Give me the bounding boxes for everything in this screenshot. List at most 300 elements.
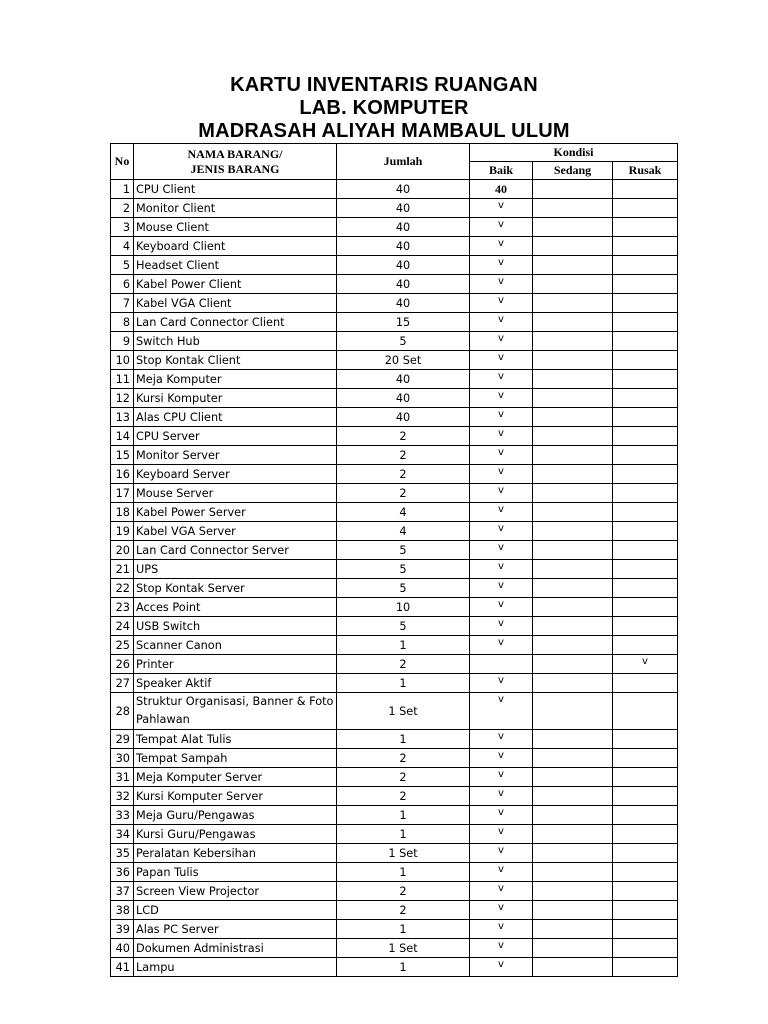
- condition-sedang: [533, 465, 613, 484]
- item-name: UPS: [134, 560, 337, 579]
- condition-rusak: [613, 389, 678, 408]
- item-name: Monitor Server: [134, 446, 337, 465]
- item-name: Lan Card Connector Server: [134, 541, 337, 560]
- item-name: Headset Client: [134, 256, 337, 275]
- condition-sedang: [533, 218, 613, 237]
- table-row: [111, 920, 678, 939]
- item-quantity: 5: [337, 560, 470, 579]
- item-quantity: 2: [337, 749, 470, 768]
- condition-rusak: [613, 560, 678, 579]
- item-quantity: 40: [337, 408, 470, 427]
- row-number: 7: [111, 294, 134, 313]
- row-number: 32: [111, 787, 134, 806]
- item-name: Speaker Aktif: [134, 674, 337, 693]
- condition-baik: v: [470, 332, 533, 351]
- condition-baik: v: [470, 749, 533, 768]
- table-row: [111, 370, 678, 389]
- header-nama-line2: JENIS BARANG: [190, 161, 280, 176]
- item-name: Lan Card Connector Client: [134, 313, 337, 332]
- condition-sedang: [533, 787, 613, 806]
- table-row: [111, 465, 678, 484]
- condition-rusak: [613, 370, 678, 389]
- condition-rusak: [613, 256, 678, 275]
- condition-baik: v: [470, 806, 533, 825]
- table-row: [111, 237, 678, 256]
- condition-rusak: [613, 674, 678, 693]
- condition-sedang: [533, 579, 613, 598]
- condition-baik: v: [470, 560, 533, 579]
- condition-rusak: [613, 522, 678, 541]
- condition-baik: [470, 655, 533, 674]
- condition-baik: v: [470, 920, 533, 939]
- item-quantity: 40: [337, 180, 470, 199]
- condition-rusak: [613, 579, 678, 598]
- condition-sedang: [533, 408, 613, 427]
- item-name: Meja Komputer: [134, 370, 337, 389]
- table-row: [111, 598, 678, 617]
- condition-rusak: [613, 218, 678, 237]
- row-number: 29: [111, 730, 134, 749]
- table-row: [111, 294, 678, 313]
- condition-baik: v: [470, 844, 533, 863]
- table-row: [111, 427, 678, 446]
- condition-sedang: [533, 275, 613, 294]
- item-quantity: 1: [337, 958, 470, 977]
- table-row: [111, 882, 678, 901]
- condition-baik: v: [470, 351, 533, 370]
- item-name: Alas PC Server: [134, 920, 337, 939]
- item-name: Kabel Power Client: [134, 275, 337, 294]
- condition-baik: v: [470, 218, 533, 237]
- condition-sedang: [533, 636, 613, 655]
- condition-sedang: [533, 825, 613, 844]
- row-number: 10: [111, 351, 134, 370]
- condition-baik: v: [470, 503, 533, 522]
- condition-rusak: [613, 484, 678, 503]
- condition-sedang: [533, 446, 613, 465]
- condition-sedang: [533, 427, 613, 446]
- item-quantity: 1: [337, 806, 470, 825]
- table-row: [111, 674, 678, 693]
- row-number: 14: [111, 427, 134, 446]
- condition-sedang: [533, 882, 613, 901]
- condition-baik: v: [470, 256, 533, 275]
- row-number: 24: [111, 617, 134, 636]
- item-name: CPU Server: [134, 427, 337, 446]
- condition-rusak: [613, 958, 678, 977]
- item-name: Kabel Power Server: [134, 503, 337, 522]
- document-title-line3: MADRASAH ALIYAH MAMBAUL ULUM: [198, 120, 570, 142]
- item-name: Papan Tulis: [134, 863, 337, 882]
- item-quantity: 40: [337, 199, 470, 218]
- item-quantity: 5: [337, 617, 470, 636]
- document-title-line1: KARTU INVENTARIS RUANGAN: [230, 74, 538, 96]
- item-name: Kursi Komputer: [134, 389, 337, 408]
- document-title-line2: LAB. KOMPUTER: [299, 97, 469, 119]
- table-row: [111, 218, 678, 237]
- header-sedang: Sedang: [533, 162, 613, 180]
- table-row: [111, 939, 678, 958]
- condition-baik: v: [470, 427, 533, 446]
- condition-rusak: [613, 446, 678, 465]
- table-row: [111, 256, 678, 275]
- condition-baik: 40: [470, 180, 533, 199]
- table-row: [111, 522, 678, 541]
- condition-rusak: [613, 275, 678, 294]
- row-number: 39: [111, 920, 134, 939]
- table-row: [111, 806, 678, 825]
- condition-rusak: [613, 313, 678, 332]
- item-quantity: 1: [337, 636, 470, 655]
- table-row: [111, 275, 678, 294]
- row-number: 22: [111, 579, 134, 598]
- header-baik: Baik: [470, 162, 533, 180]
- item-name: CPU Client: [134, 180, 337, 199]
- item-quantity: 10: [337, 598, 470, 617]
- table-row: [111, 389, 678, 408]
- item-quantity: 40: [337, 218, 470, 237]
- condition-sedang: [533, 958, 613, 977]
- condition-sedang: [533, 503, 613, 522]
- condition-rusak: [613, 427, 678, 446]
- condition-baik: v: [470, 313, 533, 332]
- table-row: [111, 749, 678, 768]
- condition-rusak: [613, 749, 678, 768]
- item-quantity: 2: [337, 768, 470, 787]
- condition-baik: v: [470, 446, 533, 465]
- condition-rusak: [613, 332, 678, 351]
- table-row: [111, 844, 678, 863]
- condition-sedang: [533, 313, 613, 332]
- table-row: [111, 768, 678, 787]
- condition-sedang: [533, 901, 613, 920]
- condition-baik: v: [470, 408, 533, 427]
- item-quantity: 2: [337, 787, 470, 806]
- item-quantity: 20 Set: [337, 351, 470, 370]
- item-name: Tempat Sampah: [134, 749, 337, 768]
- condition-sedang: [533, 237, 613, 256]
- condition-rusak: [613, 730, 678, 749]
- condition-baik: v: [470, 617, 533, 636]
- item-name: Scanner Canon: [134, 636, 337, 655]
- condition-rusak: [613, 598, 678, 617]
- condition-sedang: [533, 484, 613, 503]
- row-number: 9: [111, 332, 134, 351]
- condition-sedang: [533, 617, 613, 636]
- item-quantity: 2: [337, 446, 470, 465]
- condition-sedang: [533, 863, 613, 882]
- condition-sedang: [533, 560, 613, 579]
- item-name: LCD: [134, 901, 337, 920]
- table-row: [111, 446, 678, 465]
- condition-baik: v: [470, 275, 533, 294]
- condition-baik: v: [470, 958, 533, 977]
- row-number: 16: [111, 465, 134, 484]
- item-name: Kabel VGA Client: [134, 294, 337, 313]
- condition-baik: v: [470, 465, 533, 484]
- item-name: Kabel VGA Server: [134, 522, 337, 541]
- table-row: [111, 825, 678, 844]
- table-row: [111, 901, 678, 920]
- item-name: Keyboard Client: [134, 237, 337, 256]
- row-number: 5: [111, 256, 134, 275]
- condition-sedang: [533, 522, 613, 541]
- item-name: Tempat Alat Tulis: [134, 730, 337, 749]
- condition-sedang: [533, 749, 613, 768]
- condition-rusak: [613, 901, 678, 920]
- item-name: Acces Point: [134, 598, 337, 617]
- header-no: No: [111, 144, 134, 180]
- table-row: [111, 351, 678, 370]
- table-row: [111, 655, 678, 674]
- condition-rusak: [613, 768, 678, 787]
- header-jumlah: Jumlah: [337, 144, 470, 180]
- condition-baik: v: [470, 199, 533, 218]
- condition-baik: v: [470, 730, 533, 749]
- table-row: [111, 199, 678, 218]
- condition-sedang: [533, 199, 613, 218]
- row-number: 38: [111, 901, 134, 920]
- row-number: 41: [111, 958, 134, 977]
- row-number: 40: [111, 939, 134, 958]
- row-number: 19: [111, 522, 134, 541]
- condition-rusak: [613, 844, 678, 863]
- condition-rusak: [613, 806, 678, 825]
- condition-rusak: [613, 541, 678, 560]
- condition-rusak: [613, 825, 678, 844]
- item-name: USB Switch: [134, 617, 337, 636]
- condition-sedang: [533, 180, 613, 199]
- item-name: Meja Guru/Pengawas: [134, 806, 337, 825]
- condition-sedang: [533, 541, 613, 560]
- item-name: Mouse Server: [134, 484, 337, 503]
- condition-sedang: [533, 768, 613, 787]
- condition-rusak: [613, 503, 678, 522]
- table-row: [111, 560, 678, 579]
- item-quantity: 2: [337, 901, 470, 920]
- item-quantity: 5: [337, 579, 470, 598]
- header-nama-barang: [134, 144, 337, 180]
- item-quantity: 1: [337, 674, 470, 693]
- condition-rusak: v: [613, 655, 678, 674]
- table-row: [111, 636, 678, 655]
- item-quantity: 40: [337, 237, 470, 256]
- item-quantity: 2: [337, 427, 470, 446]
- condition-sedang: [533, 598, 613, 617]
- row-number: 36: [111, 863, 134, 882]
- condition-sedang: [533, 332, 613, 351]
- item-quantity: 2: [337, 655, 470, 674]
- condition-baik: v: [470, 579, 533, 598]
- condition-baik: v: [470, 294, 533, 313]
- condition-rusak: [613, 617, 678, 636]
- table-row: [111, 541, 678, 560]
- condition-sedang: [533, 389, 613, 408]
- row-number: 33: [111, 806, 134, 825]
- condition-baik: v: [470, 693, 533, 730]
- item-name: Screen View Projector: [134, 882, 337, 901]
- header-nama-line1: NAMA BARANG/: [187, 146, 283, 161]
- condition-sedang: [533, 351, 613, 370]
- item-name: Printer: [134, 655, 337, 674]
- item-quantity: 40: [337, 256, 470, 275]
- condition-sedang: [533, 655, 613, 674]
- row-number: 15: [111, 446, 134, 465]
- item-name: Keyboard Server: [134, 465, 337, 484]
- row-number: 13: [111, 408, 134, 427]
- condition-baik: v: [470, 389, 533, 408]
- condition-baik: v: [470, 674, 533, 693]
- row-number: 35: [111, 844, 134, 863]
- row-number: 21: [111, 560, 134, 579]
- condition-rusak: [613, 294, 678, 313]
- item-quantity: 1: [337, 730, 470, 749]
- table-row: [111, 693, 678, 730]
- row-number: 37: [111, 882, 134, 901]
- table-row: [111, 863, 678, 882]
- item-quantity: 1: [337, 920, 470, 939]
- condition-sedang: [533, 693, 613, 730]
- item-quantity: 2: [337, 465, 470, 484]
- item-name: Monitor Client: [134, 199, 337, 218]
- condition-rusak: [613, 237, 678, 256]
- item-name: Switch Hub: [134, 332, 337, 351]
- condition-baik: v: [470, 863, 533, 882]
- item-quantity: 40: [337, 389, 470, 408]
- row-number: 18: [111, 503, 134, 522]
- item-name: Alas CPU Client: [134, 408, 337, 427]
- condition-baik: v: [470, 541, 533, 560]
- header-kondisi: Kondisi: [470, 144, 678, 162]
- row-number: 2: [111, 199, 134, 218]
- item-quantity: 1: [337, 863, 470, 882]
- table-row: [111, 332, 678, 351]
- condition-rusak: [613, 180, 678, 199]
- row-number: 3: [111, 218, 134, 237]
- item-quantity: 15: [337, 313, 470, 332]
- row-number: 25: [111, 636, 134, 655]
- item-name: Struktur Organisasi, Banner & Foto Pahlawan: [134, 693, 337, 730]
- table-row: [111, 180, 678, 199]
- row-number: 23: [111, 598, 134, 617]
- item-quantity: 2: [337, 882, 470, 901]
- item-quantity: 2: [337, 484, 470, 503]
- item-name: Peralatan Kebersihan: [134, 844, 337, 863]
- condition-rusak: [613, 351, 678, 370]
- condition-sedang: [533, 256, 613, 275]
- condition-baik: v: [470, 484, 533, 503]
- item-name: Mouse Client: [134, 218, 337, 237]
- item-name: Kursi Komputer Server: [134, 787, 337, 806]
- row-number: 11: [111, 370, 134, 389]
- item-quantity: 40: [337, 275, 470, 294]
- condition-sedang: [533, 920, 613, 939]
- condition-rusak: [613, 636, 678, 655]
- table-row: [111, 484, 678, 503]
- item-quantity: 4: [337, 503, 470, 522]
- condition-baik: v: [470, 901, 533, 920]
- condition-sedang: [533, 294, 613, 313]
- condition-rusak: [613, 465, 678, 484]
- condition-rusak: [613, 939, 678, 958]
- condition-baik: v: [470, 882, 533, 901]
- condition-baik: v: [470, 825, 533, 844]
- item-quantity: 40: [337, 294, 470, 313]
- condition-rusak: [613, 920, 678, 939]
- row-number: 34: [111, 825, 134, 844]
- condition-baik: v: [470, 636, 533, 655]
- row-number: 8: [111, 313, 134, 332]
- table-row: [111, 503, 678, 522]
- item-name: Kursi Guru/Pengawas: [134, 825, 337, 844]
- condition-sedang: [533, 730, 613, 749]
- row-number: 28: [111, 693, 134, 730]
- condition-sedang: [533, 844, 613, 863]
- condition-rusak: [613, 863, 678, 882]
- item-quantity: 5: [337, 332, 470, 351]
- condition-baik: v: [470, 522, 533, 541]
- table-row: [111, 787, 678, 806]
- row-number: 12: [111, 389, 134, 408]
- item-name: Lampu: [134, 958, 337, 977]
- item-name: Stop Kontak Server: [134, 579, 337, 598]
- condition-baik: v: [470, 370, 533, 389]
- table-row: [111, 408, 678, 427]
- table-row: [111, 958, 678, 977]
- item-quantity: 1: [337, 825, 470, 844]
- table-row: [111, 730, 678, 749]
- item-quantity: 1 Set: [337, 693, 470, 730]
- item-name: Dokumen Administrasi: [134, 939, 337, 958]
- condition-rusak: [613, 199, 678, 218]
- row-number: 27: [111, 674, 134, 693]
- condition-baik: v: [470, 237, 533, 256]
- condition-sedang: [533, 939, 613, 958]
- inventory-table: [110, 143, 678, 977]
- item-quantity: 4: [337, 522, 470, 541]
- row-number: 4: [111, 237, 134, 256]
- table-row: [111, 313, 678, 332]
- condition-baik: v: [470, 598, 533, 617]
- table-row: [111, 617, 678, 636]
- condition-baik: v: [470, 939, 533, 958]
- condition-baik: v: [470, 768, 533, 787]
- condition-rusak: [613, 693, 678, 730]
- header-rusak: Rusak: [613, 162, 678, 180]
- condition-rusak: [613, 882, 678, 901]
- row-number: 30: [111, 749, 134, 768]
- condition-sedang: [533, 674, 613, 693]
- item-name: Stop Kontak Client: [134, 351, 337, 370]
- row-number: 1: [111, 180, 134, 199]
- item-quantity: 40: [337, 370, 470, 389]
- item-quantity: 5: [337, 541, 470, 560]
- condition-sedang: [533, 370, 613, 389]
- row-number: 26: [111, 655, 134, 674]
- inventory-rows: [111, 180, 678, 977]
- item-name: Meja Komputer Server: [134, 768, 337, 787]
- condition-sedang: [533, 806, 613, 825]
- condition-rusak: [613, 787, 678, 806]
- row-number: 31: [111, 768, 134, 787]
- row-number: 6: [111, 275, 134, 294]
- row-number: 17: [111, 484, 134, 503]
- item-quantity: 1 Set: [337, 844, 470, 863]
- condition-baik: v: [470, 787, 533, 806]
- row-number: 20: [111, 541, 134, 560]
- item-quantity: 1 Set: [337, 939, 470, 958]
- table-row: [111, 579, 678, 598]
